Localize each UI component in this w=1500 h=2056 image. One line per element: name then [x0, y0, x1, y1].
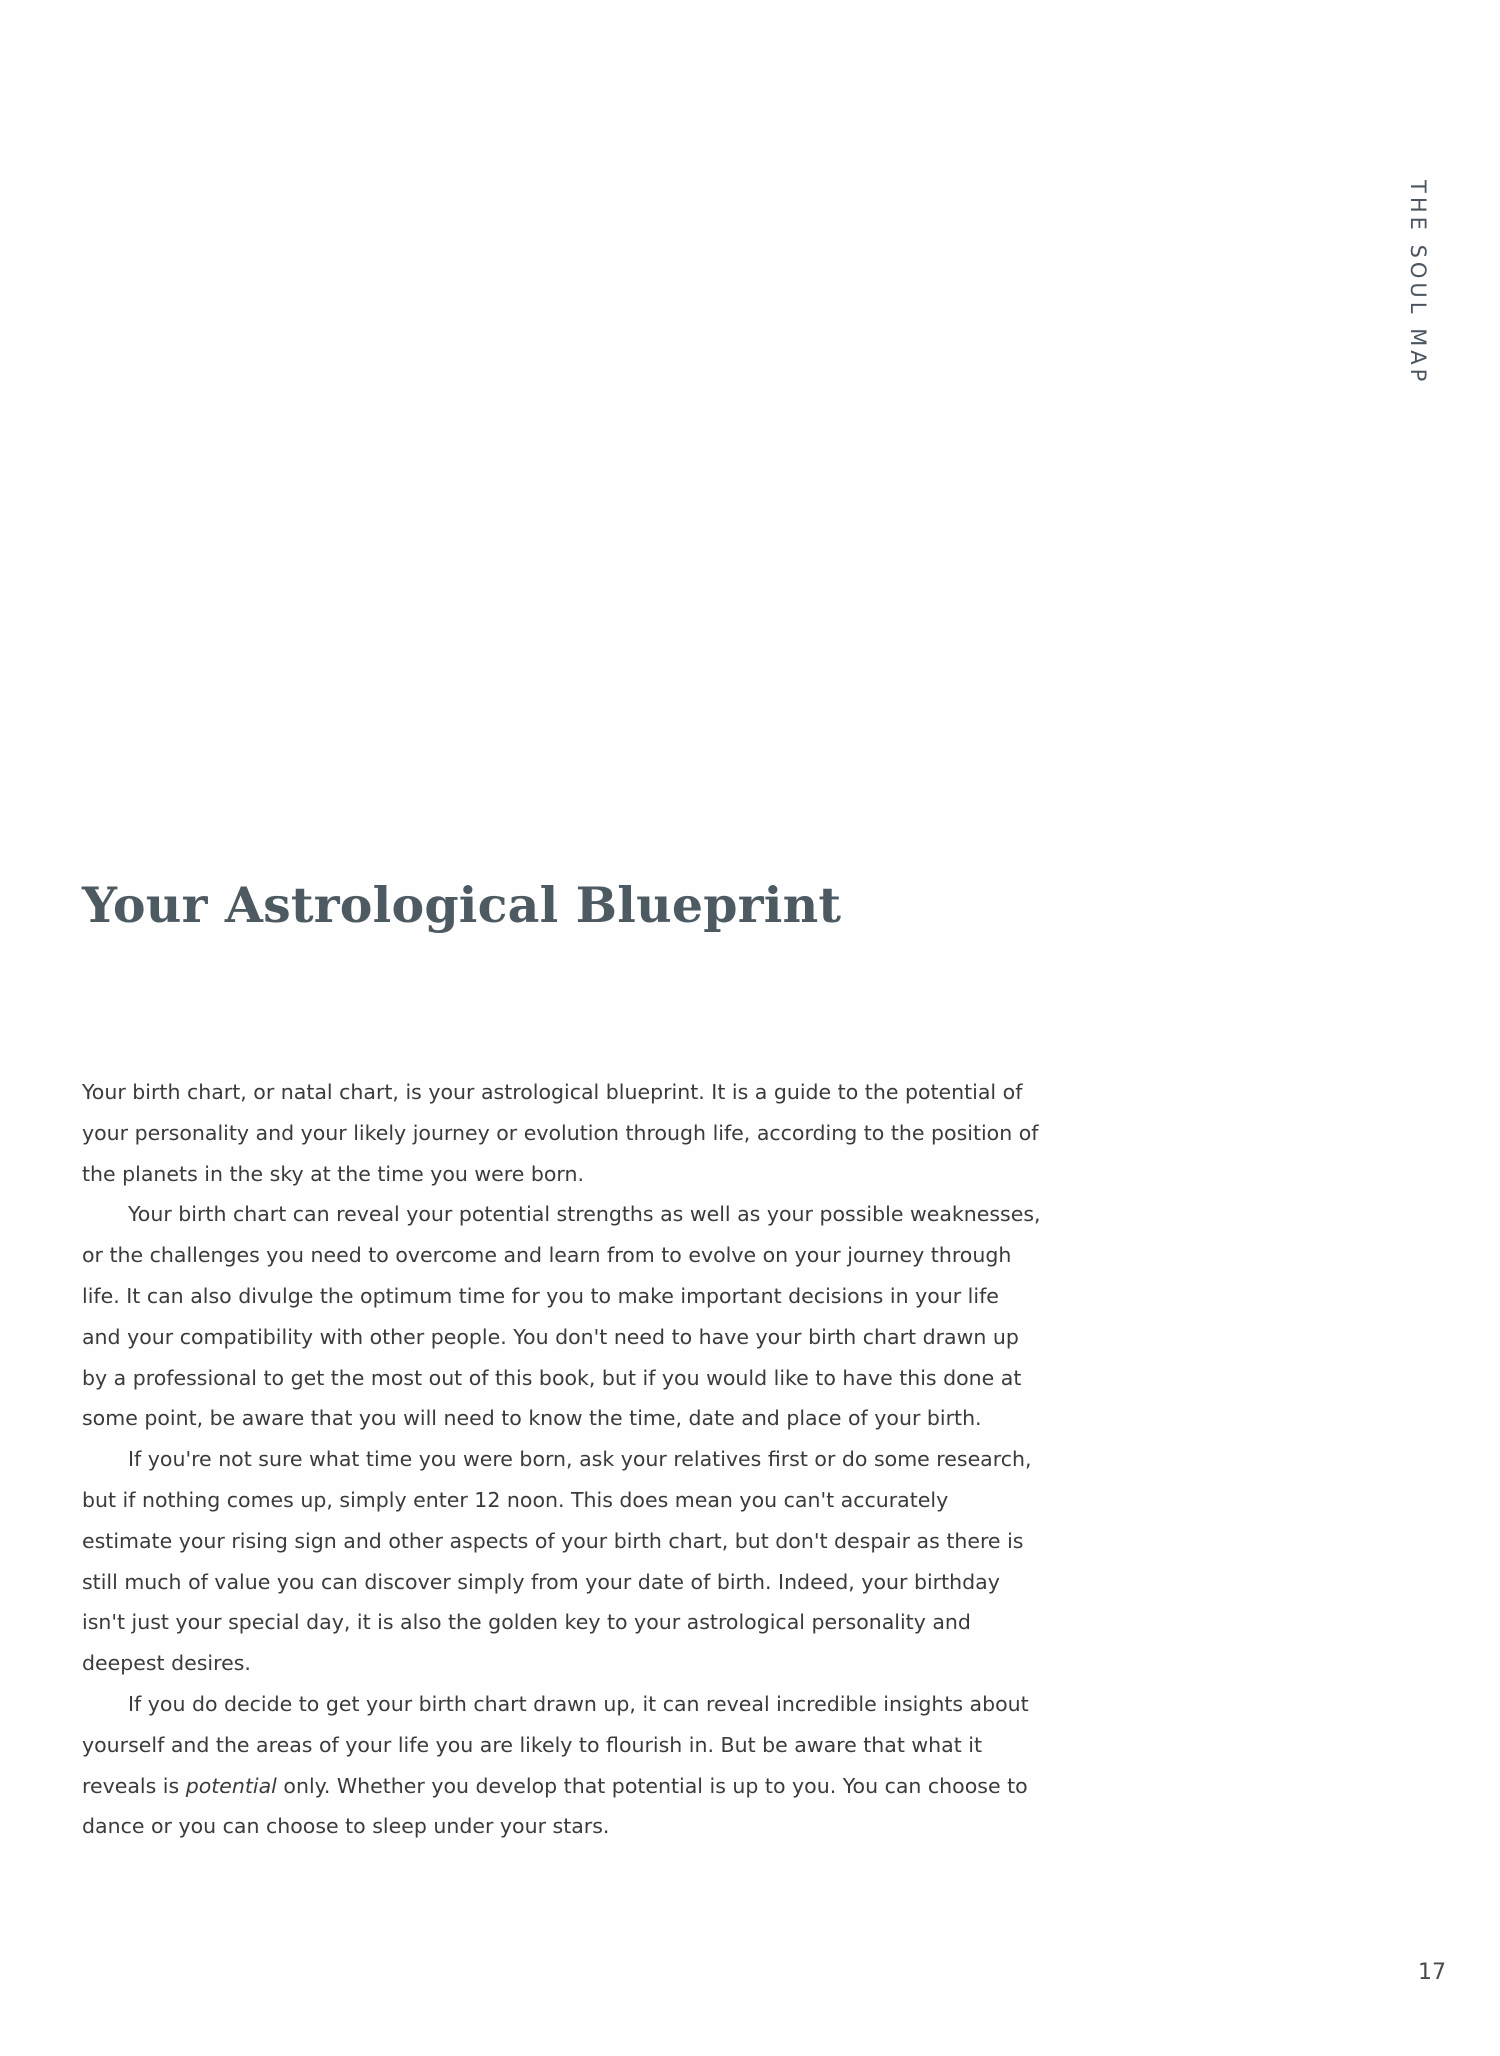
paragraph-4-start: If you do decide to get your birth chart drawn up, it can reveal incredible insights about yourself and the areas of your life you are likely to flourish in. But be aware that what it reveals is: [82, 1691, 1029, 1798]
paragraph-3: If you're not sure what time you were born, ask your relatives first or do some research, but if nothing comes up, simply enter 12 noon. This does mean you can't accurately estimate your rising sign and other aspects of your birth chart, but don't despair as there is still much of value you can discover simply from your date of birth. Indeed, your birthday isn't just your special day, it is also the golden key to your astrological personality and deepest desires.: [82, 1447, 1032, 1676]
paragraph-4-emphasis: potential: [185, 1773, 277, 1798]
paragraph-2: Your birth chart can reveal your potential strengths as well as your possible weaknesses, or the challenges you need to overcome and learn from to evolve on your journey through life. It can also divulge the optimum time for you to make important decisions in your life and your compatibility with other people. You don't need to have your birth chart drawn up by a professional to get the most out of this book, but if you would like to have this done at some point, be aware that you will need to know the time, date and place of your birth.: [82, 1202, 1041, 1431]
body-text: [82, 1072, 1042, 1847]
running-head: [1370, 180, 1490, 440]
paragraph-1: Your birth chart, or natal chart, is your astrological blueprint. It is a guide to the potential of your personality and your likely journey or evolution through life, according to the position of the planets in the sky at the time you were born.: [82, 1080, 1039, 1186]
paragraph-4-end: only. Whether you develop that potential is up to you. You can choose to dance or you can choose to sleep under your stars.: [82, 1773, 1028, 1839]
paragraph-4: [82, 1684, 1042, 1847]
page-number: 17: [1418, 1960, 1446, 1985]
running-head-text: THE SOUL MAP: [1406, 180, 1430, 386]
page-title: Your Astrological Blueprint: [82, 876, 842, 934]
